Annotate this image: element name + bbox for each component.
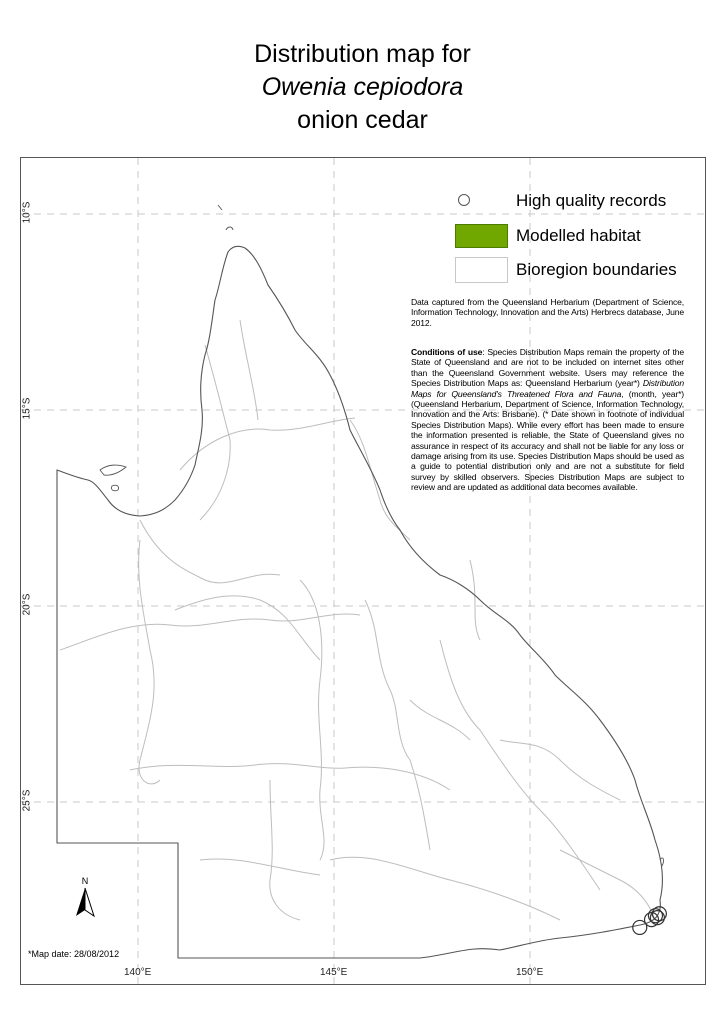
- conditions-of-use: [411, 347, 684, 493]
- lat-label-10: 10°S: [21, 201, 33, 224]
- species-common-name: onion cedar: [297, 106, 428, 134]
- legend-habitat-label: Modelled habitat: [516, 226, 641, 245]
- modelled-habitat-swatch: [455, 224, 508, 248]
- lat-label-20: 20°S: [21, 593, 33, 616]
- conditions-text-a: : Species Distribution Maps remain the property of the State of Queensland and are not to be included on internet sites other than the Queensland Government website. Users may reference the Species Distribution Maps as: Queensland Herbarium (year*): [411, 347, 684, 389]
- legend-bioregion-label: Bioregion boundaries: [516, 260, 677, 279]
- lon-label-140: 140°E: [124, 967, 152, 978]
- north-arrow-icon: [74, 886, 96, 918]
- source-note: Data captured from the Queensland Herbarium (Department of Science, Information Technology, Innovation and the Arts) Herbrecs database, June 2012.: [411, 297, 684, 328]
- record-markers: [633, 907, 667, 935]
- bioregion-boundary-swatch: [455, 257, 508, 283]
- map-title: Distribution map for: [254, 40, 471, 68]
- lat-label-25: 25°S: [21, 789, 33, 812]
- conditions-text-b: , (month, year*) (Queensland Herbarium, Department of Science, Information Technology, Innovation and the Arts: Brisbane). (* Date shown in footnote of individual Species Distribution Maps). While every effort has been made to ensure the information presented is reliable, the State of Queensland gives no assurance in respect of its accuracy and shall not be liable for any loss or damage arising from its use. Species Distribution Maps should be used as a guide to potential distribution only and are not a substitute for field survey by skilled observers. Species Distribution Maps are subject to review and are updated as additional data becomes available.: [411, 388, 684, 493]
- lat-label-15: 15°S: [21, 397, 33, 420]
- lon-label-145: 145°E: [320, 967, 348, 978]
- species-scientific-name: Owenia cepiodora: [261, 73, 464, 101]
- north-label: N: [81, 876, 89, 886]
- map-date: *Map date: 28/08/2012: [28, 949, 120, 959]
- conditions-heading: Conditions of use: [411, 347, 483, 357]
- graticule: [21, 158, 705, 984]
- conditions-italic: Distribution Maps for Queensland's Threatened Flora and Fauna: [411, 378, 684, 399]
- high-quality-record-symbol: [458, 194, 470, 206]
- lon-label-150: 150°E: [516, 967, 544, 978]
- legend-records-label: High quality records: [516, 191, 667, 210]
- north-arrow: [74, 876, 96, 923]
